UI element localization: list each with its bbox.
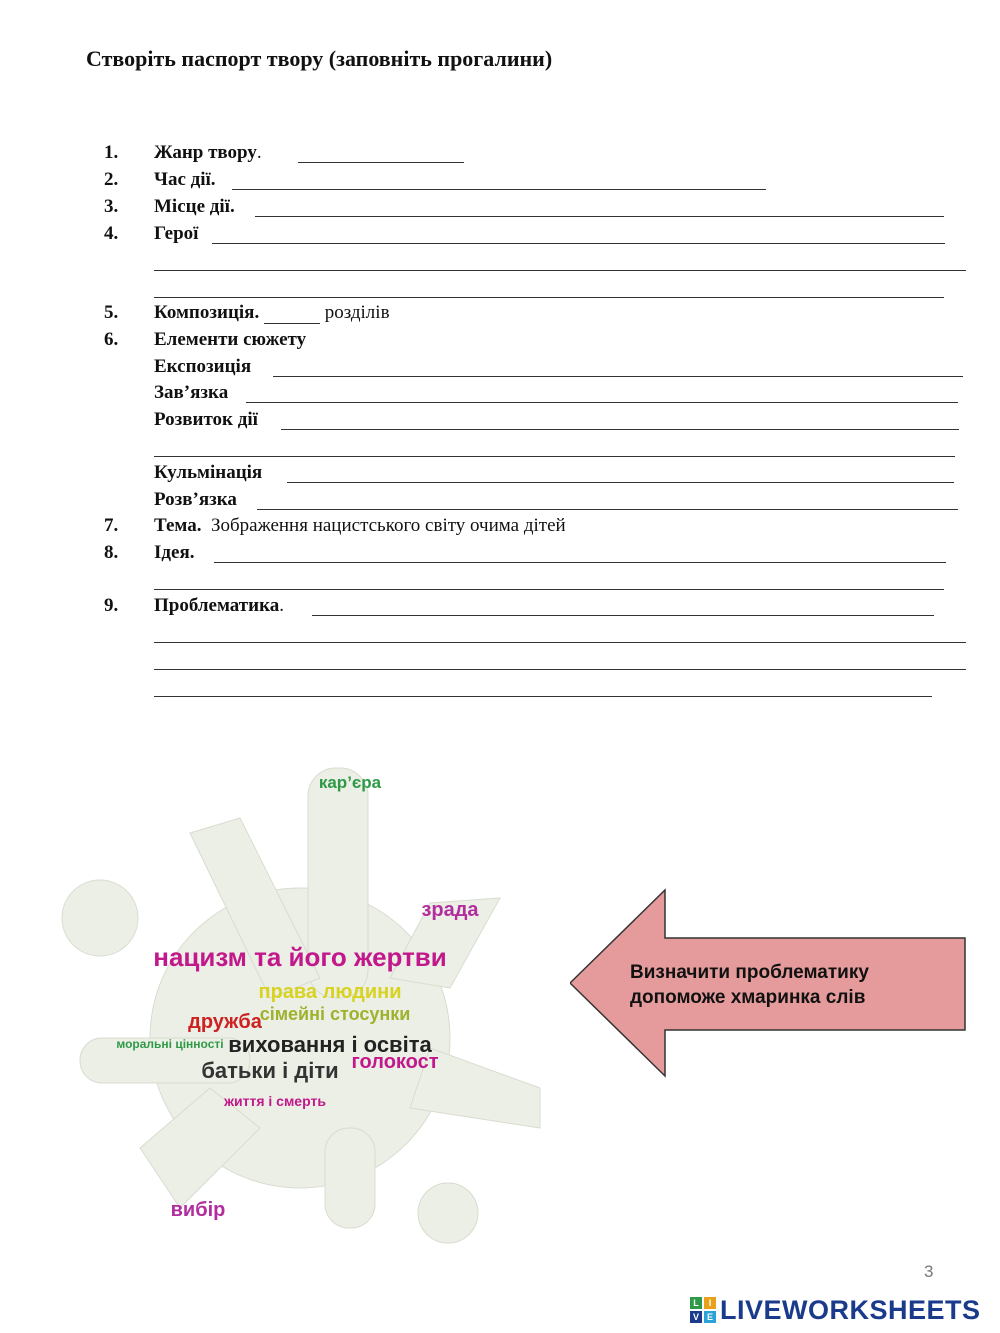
idea-blank[interactable] (154, 589, 944, 590)
item-label: Композиція. (154, 302, 260, 323)
heroes-blank[interactable] (154, 297, 944, 298)
cloud-word: сімейні стосунки (259, 1004, 411, 1024)
problems-blank[interactable] (154, 642, 966, 643)
item-label: Проблематика (154, 595, 280, 616)
cloud-word: нацизм та його жертви (153, 942, 447, 972)
item-label: Герої (154, 223, 199, 244)
heroes-blank[interactable] (154, 270, 966, 271)
item-label: Тема. (154, 515, 202, 536)
plot-label: Розвиток дії (154, 409, 258, 430)
place-blank[interactable] (255, 216, 944, 217)
cloud-word: батьки і діти (201, 1058, 339, 1083)
problems-blank[interactable] (312, 615, 934, 616)
item-number: 6. (104, 329, 119, 350)
page-number: 3 (924, 1262, 934, 1281)
setup-blank[interactable] (246, 402, 958, 403)
item-label: Жанр твору (154, 142, 257, 163)
cloud-word: виховання і освіта (228, 1032, 432, 1057)
item-number: 5. (104, 302, 119, 323)
item-number: 8. (104, 542, 119, 563)
development-blank[interactable] (281, 429, 959, 430)
item-number: 9. (104, 595, 119, 616)
cloud-word: вибір (170, 1199, 226, 1221)
problems-blank[interactable] (154, 696, 932, 697)
composition-blank[interactable] (264, 306, 320, 324)
cloud-word: права людини (258, 981, 402, 1003)
cloud-word: життя і смерть (224, 1093, 326, 1109)
climax-blank[interactable] (287, 482, 954, 483)
heroes-blank[interactable] (212, 243, 945, 244)
item-label: Елементи сюжету (154, 329, 307, 350)
item-number: 4. (104, 223, 119, 244)
page-title: Створіть паспорт твору (заповніть прогалини) (86, 46, 553, 71)
genre-blank[interactable] (298, 162, 464, 163)
logo-text: LIVEWORKSHEETS (720, 1294, 981, 1325)
item-suffix: розділів (324, 302, 390, 323)
liveworksheets-logo[interactable] (690, 1293, 981, 1327)
item-label: Ідея. (154, 542, 195, 563)
cloud-word: дружба (188, 1011, 262, 1033)
word-cloud (30, 748, 570, 1258)
cloud-word: кар’єра (318, 773, 382, 792)
item-number: 3. (104, 196, 119, 217)
plot-label: Зав’язка (154, 382, 229, 403)
item-label: Час дії. (154, 169, 216, 190)
plot-label: Розв’язка (154, 489, 237, 510)
cloud-word: зрада (421, 899, 479, 921)
cloud-word: моральні цінності (116, 1037, 224, 1051)
item-number: 1. (104, 142, 119, 163)
resolution-blank[interactable] (257, 509, 958, 510)
item-number: 2. (104, 169, 119, 190)
item-number: 7. (104, 515, 119, 536)
plot-label: Експозиція (154, 356, 252, 377)
item-suffix: . (279, 595, 284, 616)
idea-blank[interactable] (214, 562, 946, 563)
plot-label: Кульмінація (154, 462, 263, 483)
cloud-word: голокост (351, 1051, 439, 1073)
item-label: Місце дії. (154, 196, 235, 217)
theme-text: Зображення нацистського світу очима дітей (210, 515, 566, 536)
development-blank[interactable] (154, 456, 955, 457)
exposition-blank[interactable] (273, 376, 963, 377)
item-suffix: . (256, 142, 262, 163)
callout-text: Визначити проблематику допоможе хмаринка слів (630, 962, 869, 1008)
time-blank[interactable] (232, 189, 766, 190)
problems-blank[interactable] (154, 669, 966, 670)
logo-mark-icon: L I V E (690, 1297, 716, 1323)
